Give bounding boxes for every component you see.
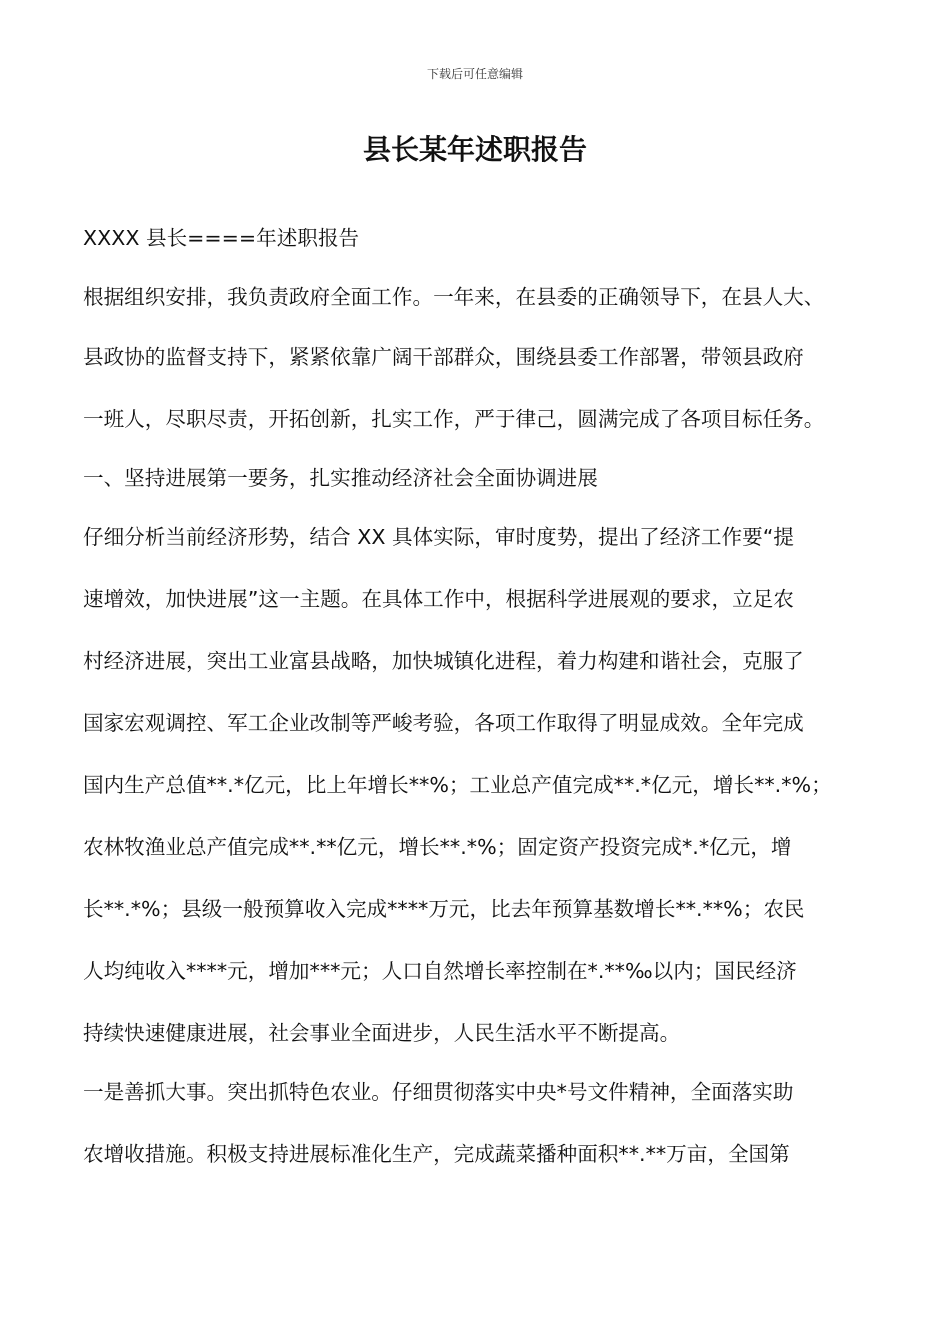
body-line: 速增效，加快进展”这一主题。在具体工作中，根据科学进展观的要求，立足农 — [83, 587, 794, 611]
body-line: 仔细分析当前经济形势，结合 XX 具体实际，审时度势，提出了经济工作要“提 — [83, 525, 794, 549]
body-line: 人均纯收入****元，增加***元；人口自然增长率控制在*.**‰以内；国民经济 — [83, 959, 797, 983]
body-line: 县政协的监督支持下，紧紧依靠广阔干部群众，围绕县委工作部署，带领县政府 — [83, 345, 804, 369]
body-line: 国内生产总值**.*亿元，比上年增长**%；工业总产值完成**.*亿元，增长**.*%； — [83, 773, 832, 797]
section-heading: 一、坚持进展第一要务，扎实推动经济社会全面协调进展 — [83, 466, 598, 490]
subtitle-line: XXXX 县长====年述职报告 — [83, 226, 360, 250]
body-line: 农增收措施。积极支持进展标准化生产，完成蔬菜播种面积**.**万亩，全国第 — [83, 1142, 790, 1166]
body-line: 村经济进展，突出工业富县战略，加快城镇化进程，着力构建和谐社会，克服了 — [83, 649, 804, 673]
body-line: 农林牧渔业总产值完成**.**亿元，增长**.*%；固定资产投资完成*.*亿元，增 — [83, 835, 792, 859]
body-line: 国家宏观调控、军工企业改制等严峻考验，各项工作取得了明显成效。全年完成 — [83, 711, 804, 735]
body-line: 持续快速健康进展，社会事业全面进步，人民生活水平不断提高。 — [83, 1021, 681, 1045]
header-note: 下载后可任意编辑 — [426, 67, 523, 81]
body-line: 一是善抓大事。突出抓特色农业。仔细贯彻落实中央*号文件精神，全面落实助 — [83, 1080, 794, 1104]
body-line: 长**.*%；县级一般预算收入完成****万元，比去年预算基数增长**.**%；农民 — [83, 897, 805, 921]
document-title: 县长某年述职报告 — [362, 133, 587, 166]
body-line: 根据组织安排，我负责政府全面工作。一年来，在县委的正确领导下，在县人大、 — [83, 285, 825, 309]
body-line: 一班人，尽职尽责，开拓创新，扎实工作，严于律己，圆满完成了各项目标任务。 — [83, 407, 825, 431]
